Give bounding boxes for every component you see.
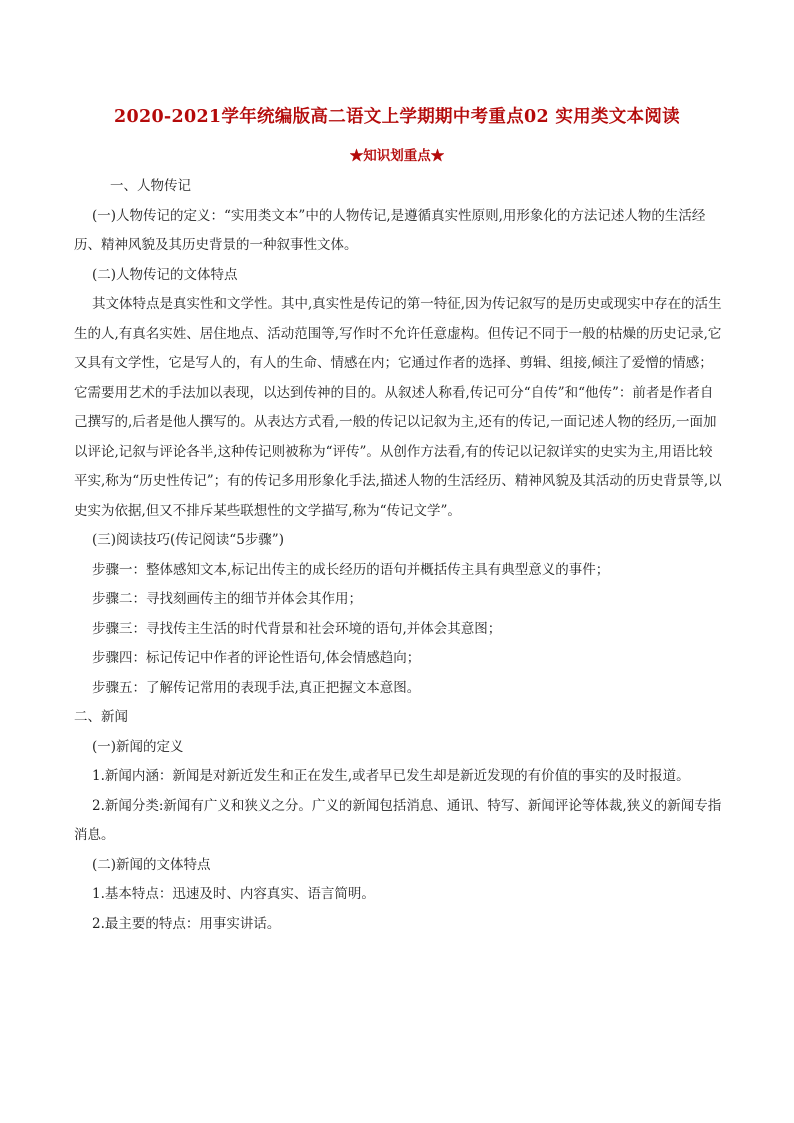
news-classification: 2.新闻分类:新闻有广义和狭义之分。广义的新闻包括消息、通讯、特写、新闻评论等体裁,狭义的新闻专指消息。	[74, 797, 722, 843]
knowledge-subtitle: ★知识划重点★	[349, 148, 445, 164]
subheading-reading-skills: (三)阅读技巧(传记阅读“5步骤”)	[92, 532, 284, 548]
step-three: 步骤三：寻找传主生活的时代背景和社会环境的语句,并体会其意图；	[92, 620, 502, 637]
news-basic-features: 1.基本特点：迅速及时、内容真实、语言简明。	[92, 886, 375, 902]
section-heading-biography: 一、人物传记	[110, 178, 191, 194]
step-one: 步骤一：整体感知文本,标记出传主的成长经历的语句并概括传主具有典型意义的事件；	[92, 561, 610, 578]
step-four: 步骤四：标记传记中作者的评论性语句,体会情感趋向；	[92, 650, 421, 666]
document-body	[74, 172, 724, 939]
news-main-feature: 2.最主要的特点：用事实讲话。	[92, 915, 281, 932]
paragraph-biography-features: 其文体特点是真实性和文学性。其中,真实性是传记的第一特征,因为传记叙写的是历史或现实中存在的活生生的人,有真名实姓、居住地点、活动范围等,写作时不允许任意虚构。但传记不同于一般的枯燥的历史记录,它又具有文学性，它是写人的，有人的生命、情感在内；它通过作者的选择、剪辑、组接,倾注了爱憎的情感；它需要用艺术的手法加以表现，以达到传神的目的。从叙述人称看,传记可分“自传”和“他传”：前者是作者自己撰写的,后者是他人撰写的。从表达方式看,一般的传记以记叙为主,还有的传记,一面记述人物的经历,一面加以评论,记叙与评论各半,这种传记则被称为“评传”。从创作方法看,有的传记以记叙详实的史实为主,用语比较平实,称为“历史性传记”；有的传记多用形象化手法,描述人物的生活经历、精神风貌及其活动的历史背景等,以史实为依据,但又不排斥某些联想性的文学描写,称为“传记文学”。	[74, 296, 722, 519]
news-connotation: 1.新闻内涵：新闻是对新近发生和正在发生,或者早已发生却是新近发现的有价值的事实的及时报道。	[92, 768, 690, 784]
document-title: 2020-2021学年统编版高二语文上学期期中考重点02 实用类文本阅读	[114, 107, 680, 127]
section-heading-news: 二、新闻	[74, 709, 128, 725]
paragraph-biography-definition: (一)人物传记的定义：“实用类文本”中的人物传记,是遵循真实性原则,用形象化的方法记述人物的生活经历、精神风貌及其历史背景的一种叙事性文体。	[74, 207, 706, 253]
step-two: 步骤二：寻找刻画传主的细节并体会其作用；	[92, 591, 362, 607]
subheading-news-features: (二)新闻的文体特点	[92, 856, 211, 873]
subheading-news-definition: (一)新闻的定义	[92, 738, 184, 755]
subheading-biography-features: (二)人物传记的文体特点	[92, 266, 238, 283]
step-five: 步骤五：了解传记常用的表现手法,真正把握文本意图。	[92, 679, 421, 696]
